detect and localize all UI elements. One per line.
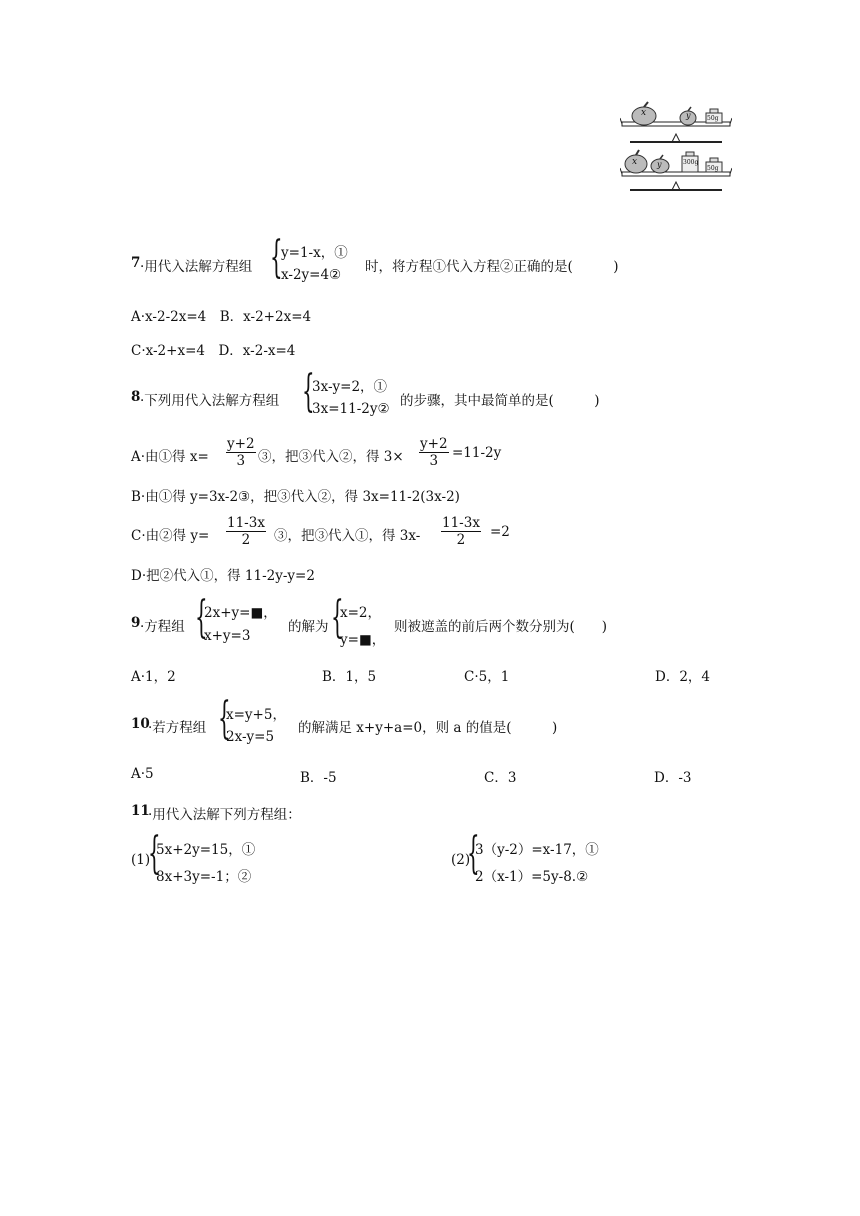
question-tail: 的解满足 x+y+a=0，则 a 的值是( ) [298,720,558,736]
option-b: B·由①得 y=3x-2③，把③代入②，得 3x=11-2(3x-2) [131,489,460,505]
solution-x: x=2， [340,605,382,621]
question-tail: 则被遮盖的前后两个数分别为( ) [394,619,608,635]
system-equation-1: 3x-y=2，① [312,379,388,395]
option-c: C·5，1 [464,669,510,685]
top-apple-label: x [641,108,647,118]
numerator: y+2 [420,436,448,452]
system-equation-1: y=1-x，① [281,245,348,261]
option-d: D·把②代入①，得 11-2y-y=2 [131,568,315,584]
denominator: 3 [236,453,246,469]
question-lead: ·用代入法解方程组 [140,259,253,275]
option-a-middle: ③，把③代入②，得 3× [258,449,404,465]
denominator: 2 [241,532,251,548]
denominator: 3 [429,453,439,469]
fraction-1 [226,515,266,548]
bottom-weight-big-label: 300g [683,159,699,166]
system-equation-2: 3x=11-2y② [312,401,390,417]
part-1-equation-2: 8x+3y=-1；② [156,869,252,885]
option-b: B．-5 [300,770,337,786]
fraction-2 [419,436,449,469]
numerator: 11-3x [442,515,480,531]
bottom-weight-small-label: 50g [707,165,719,172]
bottom-apple-x-label: x [632,157,638,167]
fraction-2 [441,515,481,548]
option-c-middle: ③，把③代入①，得 3x- [274,528,421,544]
system-equation-1: 2x+y=■， [204,605,277,621]
top-balance-scale [620,100,732,146]
question-number: 11 [131,803,150,819]
question-lead: ·用代入法解下列方程组： [148,807,301,823]
left-brace: { [331,592,344,643]
part-2-equation-1: 3（y-2）=x-17，① [475,842,599,858]
option-a: A·5 [131,766,154,782]
numerator: 11-3x [227,515,265,531]
fraction-1 [226,436,256,469]
denominator: 2 [456,532,466,548]
question-number: 8 [131,389,141,405]
left-brace: { [195,592,208,643]
left-brace: { [302,366,315,417]
numerator: y+2 [227,436,255,452]
option-b: B．1，5 [322,669,377,685]
left-brace: { [270,232,283,283]
bottom-apple-y-label: y [657,160,662,169]
left-brace: { [218,693,231,744]
part-1-equation-1: 5x+2y=15，① [156,842,256,858]
question-number: 10 [131,716,150,732]
option-d: D．-3 [654,770,692,786]
system-equation-2: 2x-y=5 [226,729,275,745]
left-brace: { [467,828,480,879]
option-c: C．3 [484,770,517,786]
part-1-label: (1) [131,852,151,868]
question-lead: ·若方程组 [148,720,207,736]
left-brace: { [148,828,161,879]
option-c-end: =2 [490,524,510,540]
option-row-ab: A·x-2-2x=4 B．x-2+2x=4 [131,309,312,325]
option-a: A·1，2 [131,669,176,685]
option-c-prefix: C·由②得 y= [131,528,210,544]
system-equation-1: x=y+5， [226,707,286,723]
question-lead: ·方程组 [140,619,185,635]
question-tail: 时，将方程①代入方程②正确的是( ) [365,259,619,275]
system-equation-2: x+y=3 [204,628,251,644]
system-equation-2: x-2y=4② [281,267,342,283]
option-row-cd: C·x-2+x=4 D．x-2-x=4 [131,343,296,359]
part-2-equation-2: 2（x-1）=5y-8.② [475,869,589,885]
top-weight-label: 50g [707,115,719,122]
question-middle: 的解为 [288,619,329,635]
option-a-prefix: A·由①得 x= [131,449,209,465]
question-number: 7 [131,255,141,271]
part-2-label: (2) [451,852,471,868]
solution-y: y=■， [340,632,386,648]
question-tail: 的步骤，其中最简单的是( ) [400,393,600,409]
top-small-apple-label: y [686,111,691,120]
question-number: 9 [131,615,141,631]
question-lead: ·下列用代入法解方程组 [140,393,280,409]
option-d: D．2，4 [655,669,711,685]
option-a-end: =11-2y [452,445,502,461]
